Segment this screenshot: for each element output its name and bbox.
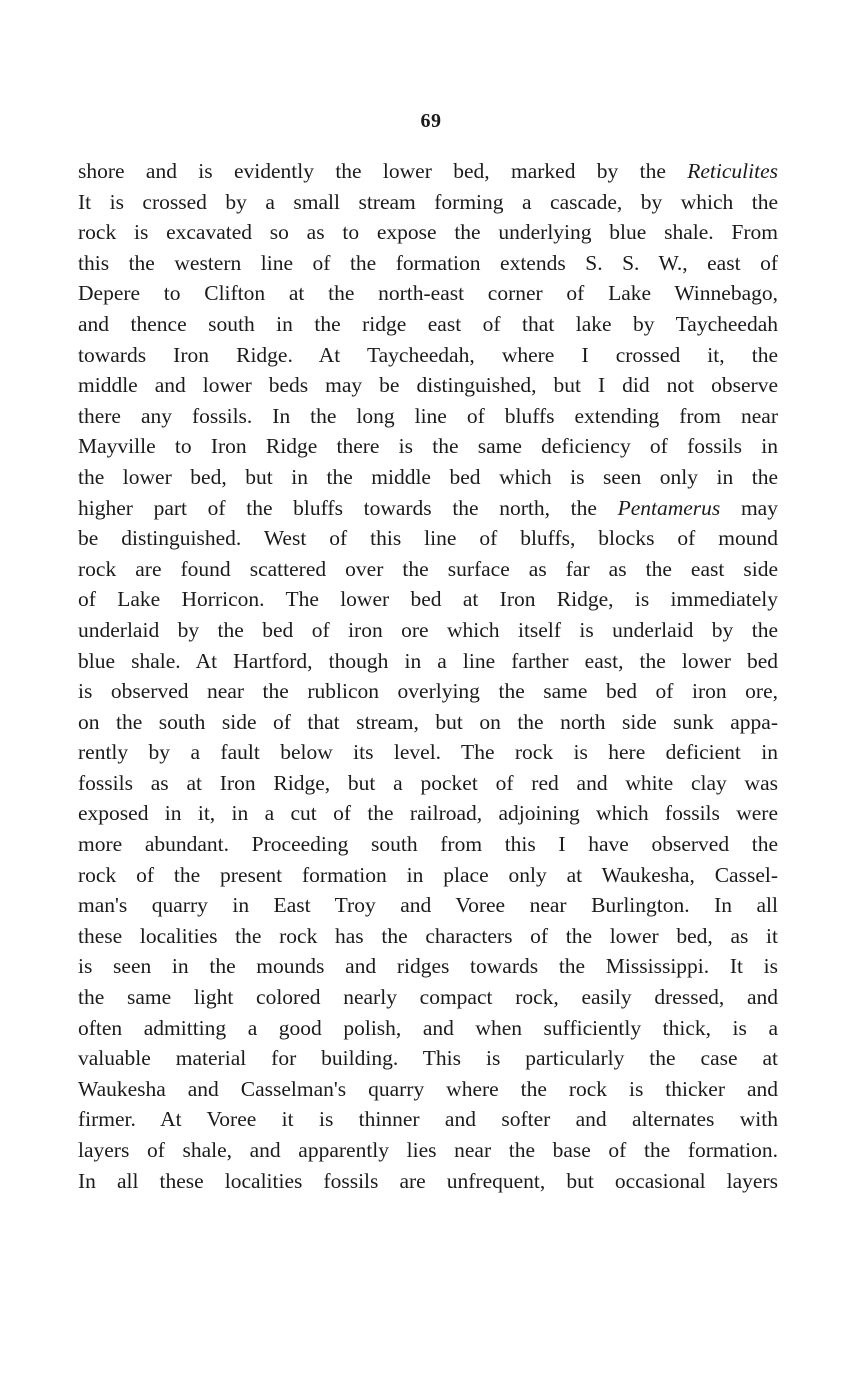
text-line [78,278,778,309]
text-line [78,1104,778,1135]
italic-taxon-name: Pentamerus [617,495,721,520]
text-line [78,768,778,799]
text-line [78,982,778,1013]
text-run: man's quarry in East Troy and Voree near Burlington. In all [78,893,778,918]
body-paragraph [78,156,778,1196]
text-line [78,829,778,860]
text-line [78,798,778,829]
text-line [78,1135,778,1166]
text-line [78,217,778,248]
text-run: shore and is evidently the lower bed, marked by the [78,159,688,183]
text-run: the same light colored nearly compact rock, easily dressed, and [78,985,778,1010]
text-line [78,187,778,218]
text-line [78,309,778,340]
text-line [78,1043,778,1074]
text-line [78,370,778,401]
text-run: It is crossed by a small stream forming a cascade, by which the [78,189,778,214]
italic-taxon-name: Reticulites [687,159,778,183]
text-run: more abundant. Proceeding south from this I have observed the [78,832,778,857]
text-line [78,646,778,677]
text-run: of Lake Horricon. The lower bed at Iron Ridge, is immediately [78,587,778,612]
text-run: Depere to Clifton at the north-east corner of Lake Winnebago, [78,281,778,306]
text-run: higher part of the bluffs towards the north, the [78,495,618,520]
text-line [78,523,778,554]
text-run: these localities the rock has the characters of the lower bed, as it [78,923,778,948]
text-run: often admitting a good polish, and when sufficiently thick, is a [78,1015,778,1040]
text-run: In all these localities fossils are unfrequent, but occasional layers [78,1168,778,1193]
text-run: towards Iron Ridge. At Taycheedah, where I crossed it, the [78,342,778,367]
text-run: is observed near the rublicon overlying the same bed of iron ore, [78,679,778,704]
text-line [78,615,778,646]
text-line [78,737,778,768]
text-line [78,1074,778,1105]
text-run: there any fossils. In the long line of bluffs extending from near [78,403,778,428]
text-line [78,554,778,585]
text-run: underlaid by the bed of iron ore which itself is underlaid by the [78,617,778,642]
text-run: rock of the present formation in place only at Waukesha, Cassel- [78,862,778,887]
text-run: Waukesha and Casselman's quarry where the rock is thicker and [78,1076,778,1101]
text-run: be distinguished. West of this line of bluffs, blocks of mound [78,526,778,551]
text-line [78,584,778,615]
text-run: firmer. At Voree it is thinner and softer and alternates with [78,1107,778,1132]
text-run: this the western line of the formation extends S. S. W., east of [78,250,778,275]
text-run: exposed in it, in a cut of the railroad, adjoining which fossils were [78,801,778,826]
text-line [78,921,778,952]
text-run: blue shale. At Hartford, though in a line farther east, the lower bed [78,648,778,673]
text-line [78,493,778,524]
text-line [78,462,778,493]
text-line [78,951,778,982]
text-line [78,1013,778,1044]
text-line [78,707,778,738]
text-run: the lower bed, but in the middle bed which is seen only in the [78,464,778,489]
text-line [78,676,778,707]
text-line [78,340,778,371]
page-number: 69 [420,110,442,132]
text-run: is seen in the mounds and ridges towards the Mississippi. It is [78,954,778,979]
text-run: and thence south in the ridge east of that lake by Taycheedah [78,311,778,336]
text-run: Mayville to Iron Ridge there is the same deficiency of fossils in [78,434,778,459]
text-line [78,1166,778,1197]
text-run: may [720,495,778,520]
text-line [78,890,778,921]
text-line [78,431,778,462]
text-run: fossils as at Iron Ridge, but a pocket of red and white clay was [78,770,778,795]
text-run: rock is excavated so as to expose the underlying blue shale. From [78,220,778,245]
text-line [78,860,778,891]
text-run: valuable material for building. This is particularly the case at [78,1046,778,1071]
text-run: rently by a fault below its level. The rock is here deficient in [78,740,778,765]
text-run: middle and lower beds may be distinguished, but I did not observe [78,373,778,398]
text-run: rock are found scattered over the surface as far as the east side [78,556,778,581]
text-run: on the south side of that stream, but on the north side sunk appa- [78,709,778,734]
text-line [78,248,778,279]
text-line [78,156,778,187]
text-run: layers of shale, and apparently lies near the base of the formation. [78,1138,778,1162]
text-line [78,401,778,432]
